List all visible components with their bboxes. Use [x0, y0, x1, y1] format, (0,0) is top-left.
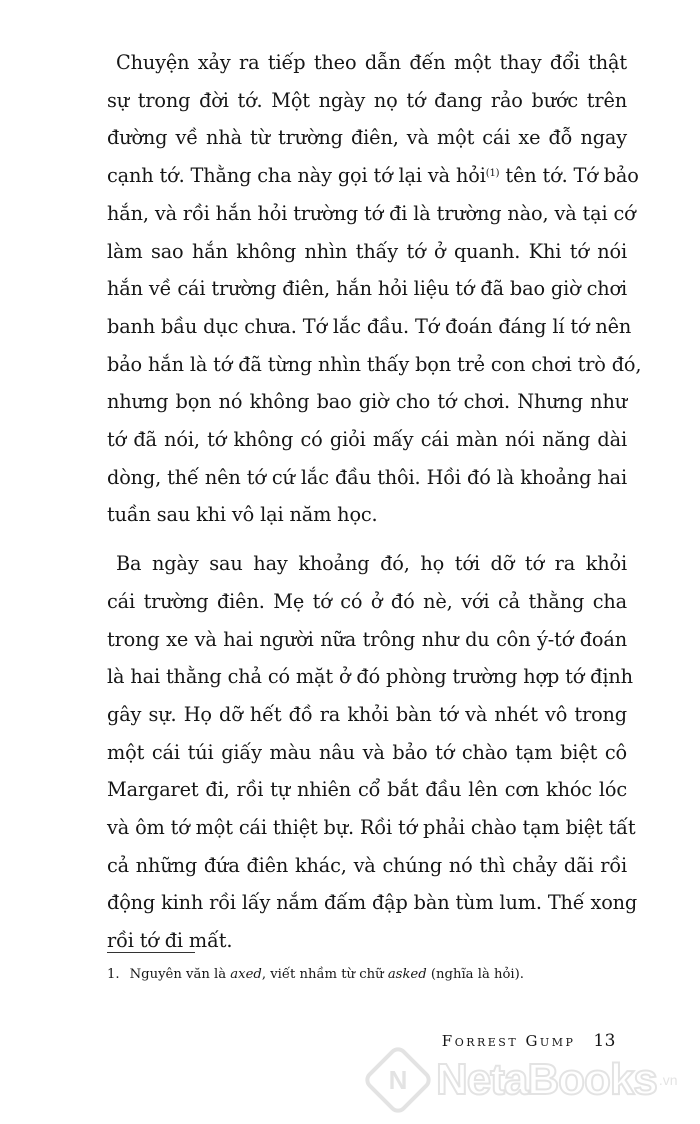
text-line: làm sao hắn không nhìn thấy tớ ở quanh. Khi tớ nói — [107, 239, 627, 263]
text-line: hắn, và rồi hắn hỏi trường tớ đi là trường nào, và tại cớ — [107, 201, 636, 225]
text-line: dòng, thế nên tớ cứ lắc đầu thôi. Hồi đó là khoảng hai — [107, 465, 627, 489]
netabooks-logo-icon — [361, 1043, 435, 1117]
text-line: gây sự. Họ dỡ hết đồ ra khỏi bàn tớ và nhét vô trong — [107, 702, 627, 726]
text-segment: cạnh tớ. Thằng cha này gọi tớ lại và hỏi — [107, 164, 486, 188]
text-line: nhưng bọn nó không bao giờ cho tớ chơi. Nhưng như — [107, 390, 627, 414]
text-line: tuần sau khi vô lại năm học. — [107, 503, 378, 527]
body-text — [107, 44, 642, 960]
watermark-suffix: .vn — [658, 1072, 678, 1088]
text-line: trong xe và hai người nữa trông như du côn ý-tớ đoán — [107, 627, 627, 651]
text-line: một cái túi giấy màu nâu và bảo tớ chào tạm biệt cô — [107, 740, 627, 764]
text-segment: tên tớ. Tớ bảo — [499, 164, 639, 188]
watermark — [372, 1045, 698, 1115]
text-line: hắn về cái trường điên, hắn hỏi liệu tớ đã bao giờ chơi — [107, 277, 627, 301]
footnote-divider — [107, 952, 195, 953]
text-line: bảo hắn là tớ đã từng nhìn thấy bọn trẻ con chơi trò đó, — [107, 352, 642, 376]
footnote-text-after: (nghĩa là hỏi). — [426, 967, 524, 982]
footnote-text-before: Nguyên văn là — [129, 967, 231, 982]
footnote-italic-axed: axed — [230, 967, 262, 982]
text-line: rồi tớ đi mất. — [107, 929, 233, 953]
text-line: tớ đã nói, tớ không có giỏi mấy cái màn nói năng dài — [107, 428, 627, 452]
text-line: banh bầu dục chưa. Tớ lắc đầu. Tớ đoán đáng lí tớ nên — [107, 314, 632, 338]
watermark-text: NetaBooks — [436, 1055, 657, 1104]
page-number: 13 — [593, 1031, 616, 1051]
text-line: và ôm tớ một cái thiệt bự. Rồi tớ phải chào tạm biệt tất — [107, 816, 636, 840]
paragraph — [107, 545, 638, 960]
text-line — [107, 157, 639, 195]
text-line: động kinh rồi lấy nắm đấm đập bàn tùm lum. Thế xong — [107, 891, 638, 915]
text-line: Margaret đi, rồi tự nhiên cổ bắt đầu lên cơn khóc lóc — [107, 778, 627, 802]
paragraph — [107, 44, 642, 534]
text-line: sự trong đời tớ. Một ngày nọ tớ đang rảo bước trên — [107, 88, 627, 112]
footnote-text-middle: , viết nhầm từ chữ — [261, 967, 388, 982]
book-title: Forrest Gump — [441, 1032, 576, 1050]
footnote-italic-asked: asked — [387, 967, 427, 982]
footnote-number: 1. — [107, 967, 120, 982]
text-line: cả những đứa điên khác, và chúng nó thì chảy dãi rồi — [107, 853, 627, 877]
text-line: Chuyện xảy ra tiếp theo dẫn đến một thay đổi thật — [116, 51, 627, 74]
footnote — [107, 966, 627, 984]
footnote-reference: (1) — [485, 168, 500, 180]
text-line: Ba ngày sau hay khoảng đó, họ tới dỡ tớ ra khỏi — [116, 552, 627, 576]
text-line: cái trường điên. Mẹ tớ có ở đó nè, với cả thằng cha — [107, 589, 627, 613]
text-line: là hai thằng chả có mặt ở đó phòng trường hợp tớ định — [107, 665, 633, 689]
text-line: đường về nhà từ trường điên, và một cái xe đỗ ngay — [107, 126, 627, 150]
